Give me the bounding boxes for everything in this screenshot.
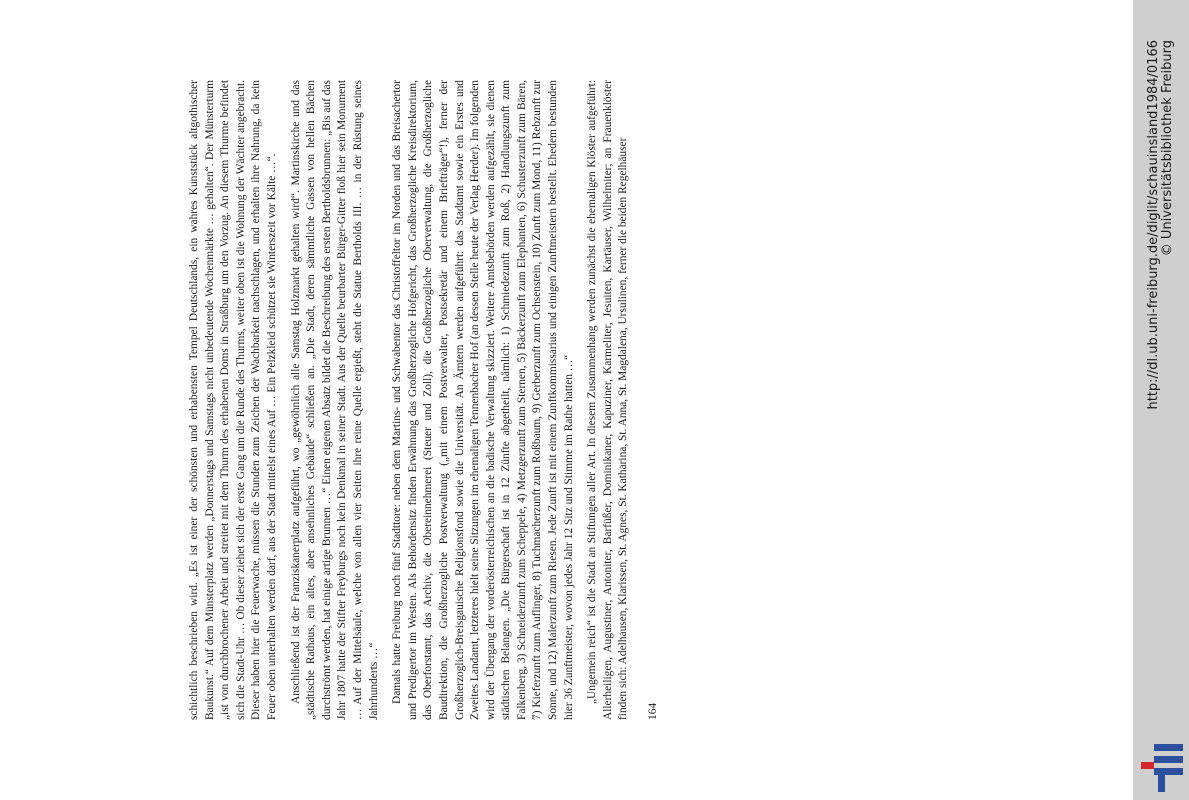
page-number: 164 <box>647 702 660 720</box>
logo-red-bar <box>1141 762 1154 769</box>
library-sidebar <box>1133 0 1189 800</box>
ub-freiburg-logo-icon <box>1139 740 1183 794</box>
rotated-text-block <box>187 80 897 720</box>
paragraph-2: Anschließend ist der Franziskanerplatz aufgeführt, wo „gewöhnlich alle Samstag Holzmarkt gehalten wird“. Martinskirche und das „städtische Rathaus, ein altes, aber ansehnliches Gebäude“ schließen an. „Die Stadt, deren sämmtliche Gassen von hellen Bächen durchströmt werden, hat einige artige Brunnen …“ Einen eigenen Absatz bildet die Beschreibung des ersten Bertholdsbrunnen: „Bis auf das Jahr 1807 hatte der Stifter Freyburgs noch kein Denkmal in seiner Stadt. Aus der Quelle beurbarter Bürger-Gitter floß hier sein Monument … Auf der Mittelsäule, welche von allen vier Seiten ihre reine Quelle ergießt, steht die Statue Bertholds III. … in der Rüstung seines Jahrhunderts …“ <box>289 80 380 720</box>
sidebar-text <box>1147 40 1175 760</box>
paragraph-4: „Ungemein reich“ ist die Stadt an Stiftungen aller Art. In diesem Zusammenhang werden zunächst die ehemaligen Klöster aufgeführt: Allerheiligen, Augustiner, Antoniter, Barfüßer, Dominikaner, Kapuziner, Karmeliter, Jesuiten, Kartäuser, Wilhelmiter; an Frauenklöster finden sich: Adelhausen, Klarissen, St. Agnes, St. Katharina, St. Anna, St. Magdalena, Ursulinen, ferner die beiden Regelhäuser <box>586 80 630 720</box>
logo-blue-bar-2 <box>1154 756 1183 763</box>
logo-blue-stem <box>1158 775 1165 792</box>
logo-blue-bar-3 <box>1154 768 1183 775</box>
paragraph-1: schichtlich beschrieben wird. „Es ist einer der schönsten und erhabensten Tempel Deutschlands, ein wahres Kunststück altgothischer Baukunst.“ Auf dem Münsterplatz werden „Donnerstags und Samstags nicht unbedeutende Wochenmärkte … gehalten“. Der Münsterturm „ist von durchbrochener Arbeit und streitet mit dem Thurm des erhabenen Doms in Straßburg um den Vorzug. An diesem Thurme befindet sich die Stadt-Uhr … Ob dieser ziehet sich der erste Gang um die Runde des Thurms, weiter oben ist die Wohnung der Wächter angebracht. Dieser haben hier die Feuerwache, müssen die Stunden zum Zeichen der Wachbarkeit nachschlagen, und erhalten ihre Nahrung, da kein Feuer oben unterhalten werden darf, aus der Stadt mittelst eines Auf … Ein Pelzkleid schützet sie Winterszeit vor Kälte …“. <box>188 80 278 720</box>
paragraph-3: Damals hatte Freiburg noch fünf Stadttore: neben dem Martins- und Schwabentor das Christoffeltor im Norden und das Breisachertor und Predigertor im Westen. Als Behördensitz finden Erwähnung das Großherzogliche Hofgericht, das Großherzogliche Kreisdirektorium, das Oberforstamt, das Archiv, die Obereinnehmerei (Steuer und Zoll), die Großherzogliche Oberverwaltung, die Großherzogliche Baudirektion, die Großherzogliche Postverwaltung („mit einem Postverwalter, Postsekretär und einem Briefträger“!), ferner der Großherzoglich-Breisgauische Religionsfond sowie die Universität. An Ämtern werden aufgeführt: das Stadtamt sowie ein Erstes und Zweites Landamt, letzteres hielt seine Sitzungen im ehemaligen Tennenbacher Hof (an dessen Stelle heute der Verlag Herder). Im folgenden wird der Übergang der vorderösterreichischen an die badische Verwaltung skizziert. Weitere Amtsbehörden werden aufgezählt, sie dienen städtischen Belangen. „Die Bürgerschaft ist in 12 Zünfte abgetheilt, nämlich: 1) Schmiedezunft zum Roß, 2) Handlungszunft zum Falkenberg, 3) Schneiderzunft zum Scheppele, 4) Metzgerzunft zum Sternen, 5) Bäckerzunft zum Elephanten, 6) Schusterzunft zum Bären, 7) Kieferzunft zum Auflinger, 8) Tuchmacherzunft zum Roßbaum, 9) Gerberzunft zum Ochsenstein, 10) Zunft zum Mond, 11) Rebzunft zur Sonne, und 12) Malerzunft zum Riesen. Jede Zunft ist mit einem Zunftkommissarius und einigen Zunftmeistern bestellt. Ehedem bestunden hier 36 Zunftmeister, wovon jedes Jahr 12 Sitz und Stimme im Rathe hatten …“ <box>391 80 575 720</box>
source-url-link[interactable]: http://dl.ub.uni-freiburg.de/diglit/schauinsland1984/0166 <box>1146 40 1161 410</box>
logo-blue-bar-1 <box>1154 744 1183 751</box>
copyright-notice: © Universitätsbibliothek Freiburg <box>1160 40 1175 257</box>
